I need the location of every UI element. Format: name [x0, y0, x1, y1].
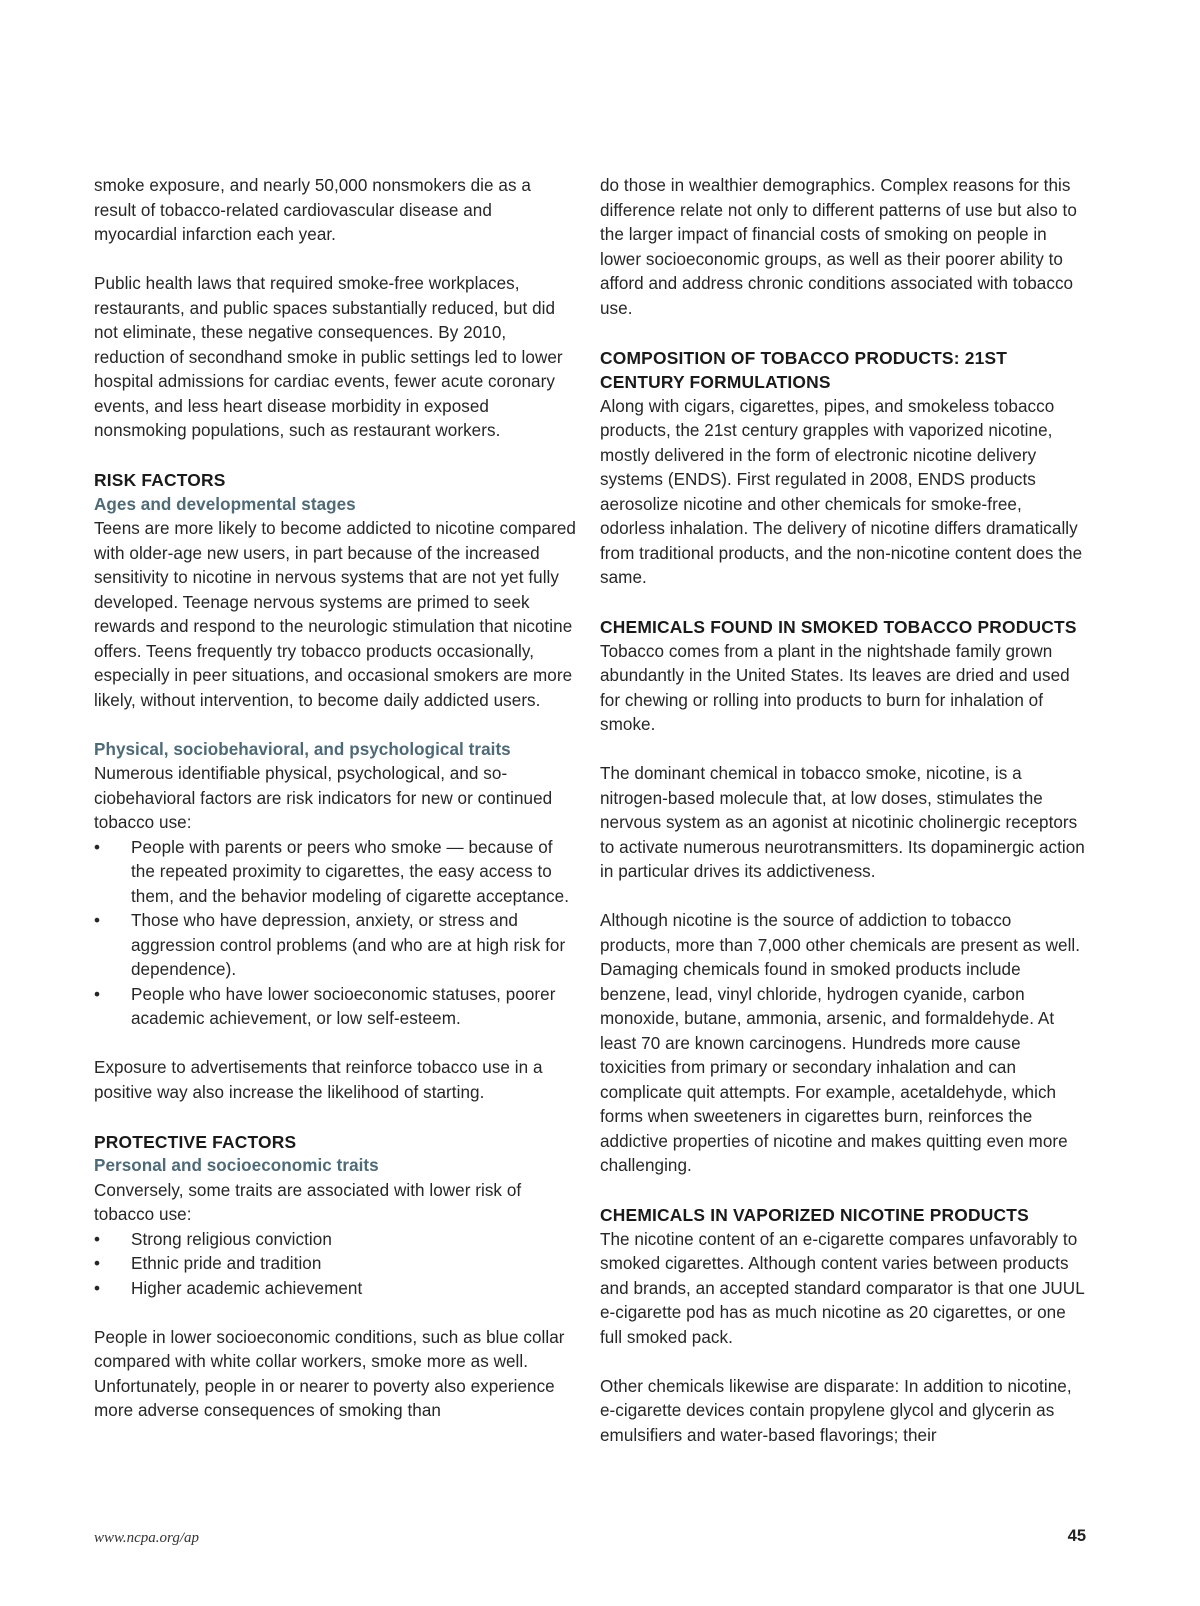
list-item: • Ethnic pride and tradition — [94, 1252, 576, 1277]
list-item: • People with parents or peers who smoke — because of the repeated proximity to cigarettes, the easy access to them, and the behavior modeling of cigarette acceptance. — [94, 836, 576, 910]
paragraph-other-ecig-chemicals: Other chemicals likewise are disparate: In addition to nicotine, e-cigarette devices contain propylene glycol and glycerin as emulsifiers and water-based flavorings; their — [600, 1376, 1072, 1445]
heading-vaporized-chemicals: CHEMICALS IN VAPORIZED NICOTINE PRODUCTS — [600, 1205, 1029, 1225]
paragraph-ecigarette: The nicotine content of an e-cigarette compares unfavorably to smoked cigarettes. Although content varies between products and brands, an accepted standard comparator is that one JUUL e-cigarette pod has as much nicotine as 20 cigarettes, or one full smoked pack. — [600, 1229, 1085, 1347]
protective-factor-list — [94, 1228, 576, 1302]
list-item: • Strong religious conviction — [94, 1228, 576, 1253]
list-item: • People who have lower socioeconomic statuses, poorer academic achievement, or low self-esteem. — [94, 983, 576, 1032]
heading-smoked-chemicals: CHEMICALS FOUND IN SMOKED TOBACCO PRODUCTS — [600, 617, 1077, 637]
heading-risk-factors: RISK FACTORS — [94, 470, 226, 490]
footer-url-link[interactable]: www.ncpa.org/ap — [94, 1530, 200, 1546]
paragraph-intro: smoke exposure, and nearly 50,000 nonsmokers die as a result of tobacco-related cardiovascular disease and myocardial infarction each year. — [94, 176, 531, 244]
paragraph-nightshade: Tobacco comes from a plant in the nightshade family grown abundantly in the United States. Its leaves are dried and used for chewing or rolling into products to burn for inhalation of smoke. — [600, 641, 1070, 734]
subheading-personal-traits: Personal and socioeconomic traits — [94, 1156, 379, 1175]
subheading-ages: Ages and developmental stages — [94, 494, 356, 514]
heading-composition: COMPOSITION OF TOBACCO PRODUCTS: 21ST CENTURY FORMULATIONS — [600, 347, 1008, 392]
paragraph-continued: do those in wealthier demographics. Complex reasons for this difference relate not only to different patterns of use but also to the larger impact of financial costs of smoking on people in lower socioeconomic groups, as well as their poorer ability to afford and address chronic conditions associated with tobacco use. — [600, 176, 1077, 318]
paragraph-other-chemicals: Although nicotine is the source of addiction to tobacco products, more than 7,000 other chemicals are present as well. Damaging chemicals found in smoked products include benzene, lead, vinyl chloride, hydrogen cyanide, carbon monoxide, butane, ammonia, arsenic, and formaldehyde. At least 70 are known carcinogens. Hundreds more cause toxicities from primary or secondary inhalation and can complicate quit attempts. For example, acetaldehyde, which forms when sweeteners in cigarettes burn, reinforces the addictive properties of nicotine and makes quitting even more challenging. — [600, 911, 1081, 1175]
risk-factor-list — [94, 836, 576, 1032]
paragraph-advertisements: Exposure to advertisements that reinforce tobacco use in a positive way also increase the likelihood of starting. — [94, 1058, 543, 1102]
heading-protective-factors: PROTECTIVE FACTORS — [94, 1131, 297, 1152]
paragraph-lower-ses: People in lower socioeconomic conditions, such as blue collar compared with white collar workers, smoke more as well. Unfortunately, people in or nearer to poverty also experience more adverse consequences of smoking than — [94, 1327, 565, 1420]
left-column — [94, 174, 576, 1424]
page-number: 45 — [1067, 1527, 1086, 1545]
paragraph-traits: Numerous identifiable physical, psychological, and sociobehavioral factors are risk indicators for new or continued tobacco use: — [94, 764, 553, 832]
paragraph-conversely: Conversely, some traits are associated with lower risk of tobacco use: — [94, 1180, 522, 1224]
right-column — [600, 174, 1086, 1448]
paragraph-nicotine: The dominant chemical in tobacco smoke, nicotine, is a nitrogen-based molecule that, at low doses, stimulates the nervous system as an agonist at nicotinic cholinergic receptors to activate numerous neurotransmitters. Its dopaminergic action in particular drives its addictiveness. — [600, 764, 1085, 881]
paragraph-composition: Along with cigars, cigarettes, pipes, and smokeless tobacco products, the 21st century grapples with vaporized nicotine, mostly delivered in the form of electronic nicotine delivery systems (ENDS). First regulated in 2008, ENDS products aerosolize nicotine and other chemicals for smoke-free, odorless inhalation. The delivery of nicotine differs dramatically from traditional products, and the non-nicotine content does the same. — [600, 396, 1083, 587]
list-item: • Higher academic achievement — [94, 1277, 576, 1302]
subheading-traits: Physical, sociobehavioral, and psychological traits — [94, 739, 511, 759]
list-item: • Those who have depression, anxiety, or stress and aggression control problems (and who are at high risk for dependence). — [94, 909, 576, 983]
paragraph-public-health-laws: Public health laws that required smoke-free workplaces, restaurants, and public spaces substantially reduced, but did not eliminate, these negative consequences. By 2010, reduction of secondhand smoke in public settings led to lower hospital admissions for cardiac events, fewer acute coronary events, and less heart disease morbidity in exposed nonsmoking populations, such as restaurant workers. — [94, 274, 563, 440]
paragraph-teens: Teens are more likely to become addicted to nicotine compared with older-age new users, in part because of the increased sensitivity to nicotine in nervous systems that are not yet fully developed. Teenage nervous systems are primed to seek rewards and respond to the neurologic stimulation that nicotine offers. Teens frequently try tobacco products occasionally, especially in peer situations, and occasional smokers are more likely, without intervention, to become daily addicted users. — [94, 519, 576, 710]
